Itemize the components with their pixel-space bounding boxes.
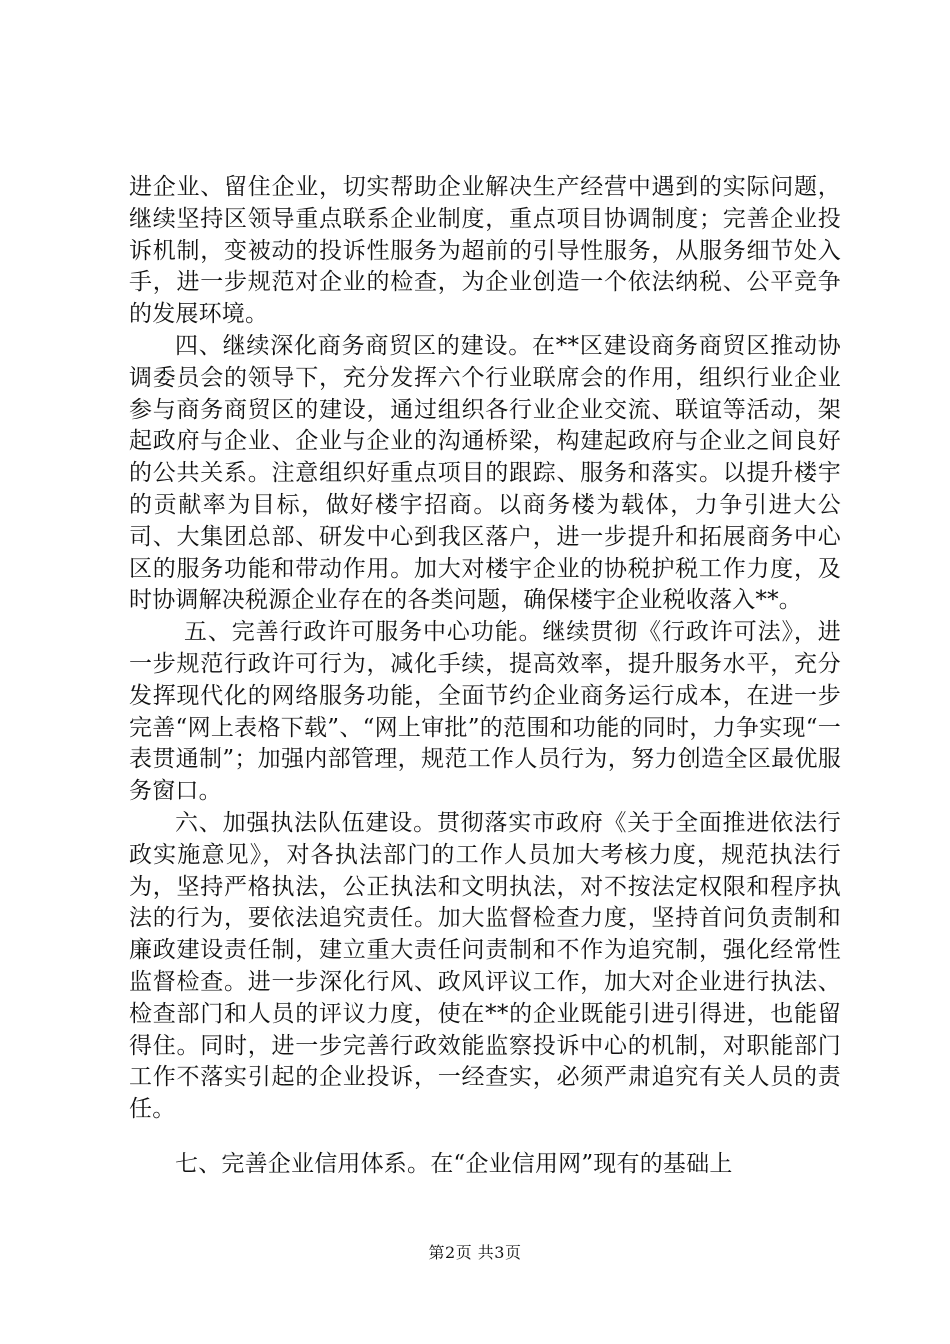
paragraph-continuation: 进企业、留住企业，切实帮助企业解决生产经营中遇到的实际问题，继续坚持区领导重点联系企业制度，重点项目协调制度；完善企业投诉机制，变被动的投诉性服务为超前的引导性服务，从服务细节处入手，进一步规范对企业的检查，为企业创造一个依法纳税、公平竞争的发展环境。 (129, 174, 841, 328)
page-footer: 第2页 共3页 (428, 1243, 522, 1262)
paragraph-section-4: 四、继续深化商务商贸区的建设。在**区建设商务商贸区推动协调委员会的领导下，充分发挥六个行业联席会的作用，组织行业企业参与商务商贸区的建设，通过组织各行业企业交流、联谊等活动，架起政府与企业、企业与企业的沟通桥梁，构建起政府与企业之间良好的公共关系。注意组织好重点项目的跟踪、服务和落实。以提升楼宇的贡献率为目标，做好楼宇招商。以商务楼为载体，力争引进大公司、大集团总部、研发中心到我区落户，进一步提升和拓展商务中心区的服务功能和带动作用。加大对楼宇企业的协税护税工作力度，及时协调解决税源企业存在的各类问题，确保楼宇企业税收落入**。 (129, 332, 841, 614)
document-body (129, 172, 841, 1181)
paragraph-section-5: 五、完善行政许可服务中心功能。继续贯彻《行政许可法》，进一步规范行政许可行为，减化手续，提高效率，提升服务水平，充分发挥现代化的网络服务功能，全面节约企业商务运行成本，在进一步完善“网上表格下载”、“网上审批”的范围和功能的同时，力争实现“一表贯通制”；加强内部管理，规范工作人员行为，努力创造全区最优服务窗口。 (129, 619, 841, 805)
paragraph-section-6: 六、加强执法队伍建设。贯彻落实市政府《关于全面推进依法行政实施意见》，对各执法部门的工作人员加大考核力度，规范执法行为，坚持严格执法，公正执法和文明执法，对不按法定权限和程序执法的行为，要依法追究责任。加大监督检查力度，坚持首问负责制和廉政建设责任制，建立重大责任问责制和不作为追究制，强化经常性监督检查。进一步深化行风、政风评议工作，加大对企业进行执法、检查部门和人员的评议力度，使在**的企业既能引进引得进，也能留得住。同时，进一步完善行政效能监察投诉中心的机制，对职能部门工作不落实引起的企业投诉，一经查实，必须严肃追究有关人员的责任。 (129, 809, 841, 1123)
paragraph-section-7: 七、完善企业信用体系。在“企业信用网”现有的基础上 (175, 1150, 733, 1177)
